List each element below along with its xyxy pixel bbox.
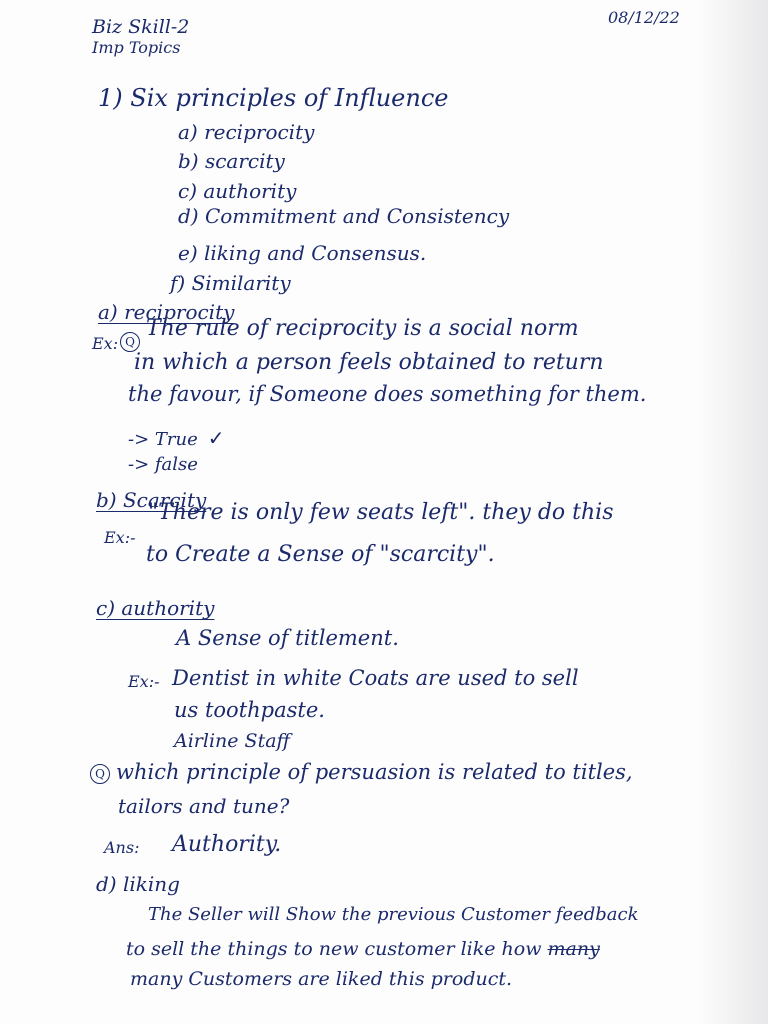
- principle-item: d) Commitment and Consistency: [178, 204, 510, 228]
- question-line: tailors and tune?: [118, 794, 290, 818]
- body-line: The Seller will Show the previous Customer feedback: [148, 904, 639, 925]
- question-line: which principle of persuasion is related to titles,: [116, 760, 633, 784]
- page-edge-shadow: [698, 0, 768, 1024]
- principle-item: f) Similarity: [170, 271, 291, 295]
- body-line: in which a person feels obtained to return: [134, 350, 604, 375]
- body-line: many Customers are liked this product.: [130, 968, 513, 990]
- example-label: Ex:: [92, 334, 119, 353]
- body-line: the favour, if Someone does something for them.: [128, 382, 647, 406]
- section-heading-liking: d) liking: [96, 872, 180, 896]
- body-line: to Create a Sense of "scarcity".: [146, 542, 495, 567]
- section-heading-scarcity: b) Scarcity: [96, 488, 207, 512]
- body-line: Airline Staff: [174, 730, 290, 752]
- struck-word: many: [547, 938, 600, 960]
- principle-item: e) liking and Consensus.: [178, 241, 427, 265]
- section-heading-reciprocity: a) reciprocity: [98, 300, 235, 324]
- principle-item: b) scarcity: [178, 149, 285, 173]
- body-line: us toothpaste.: [174, 698, 325, 722]
- question-marker: Q: [90, 764, 110, 784]
- principle-item: a) reciprocity: [178, 120, 315, 144]
- body-line: Dentist in white Coats are used to sell: [172, 666, 579, 690]
- answer-text: Authority.: [172, 832, 282, 857]
- check-icon: ✓: [207, 426, 225, 450]
- body-line: The rule of reciprocity is a social norm: [146, 316, 579, 341]
- option-text: -> True: [128, 429, 198, 450]
- course-title: Biz Skill-2: [92, 16, 190, 38]
- option-true: [128, 428, 225, 449]
- principles-heading: 1) Six principles of Influence: [98, 84, 449, 112]
- authority-definition: A Sense of titlement.: [176, 626, 399, 650]
- body-line: "There is only few seats left". they do this: [148, 500, 614, 525]
- body-text: to sell the things to new customer like how: [126, 938, 542, 960]
- example-label: Ex:-: [104, 528, 136, 547]
- section-heading-authority: c) authority: [96, 596, 215, 620]
- principle-item: c) authority: [178, 179, 297, 203]
- answer-label: Ans:: [104, 838, 140, 857]
- question-marker: Q: [120, 332, 140, 352]
- course-subtitle: Imp Topics: [92, 38, 181, 57]
- body-line: [126, 940, 600, 959]
- option-false: -> false: [128, 454, 198, 475]
- example-label: Ex:-: [128, 672, 160, 691]
- note-date: 08/12/22: [608, 8, 680, 27]
